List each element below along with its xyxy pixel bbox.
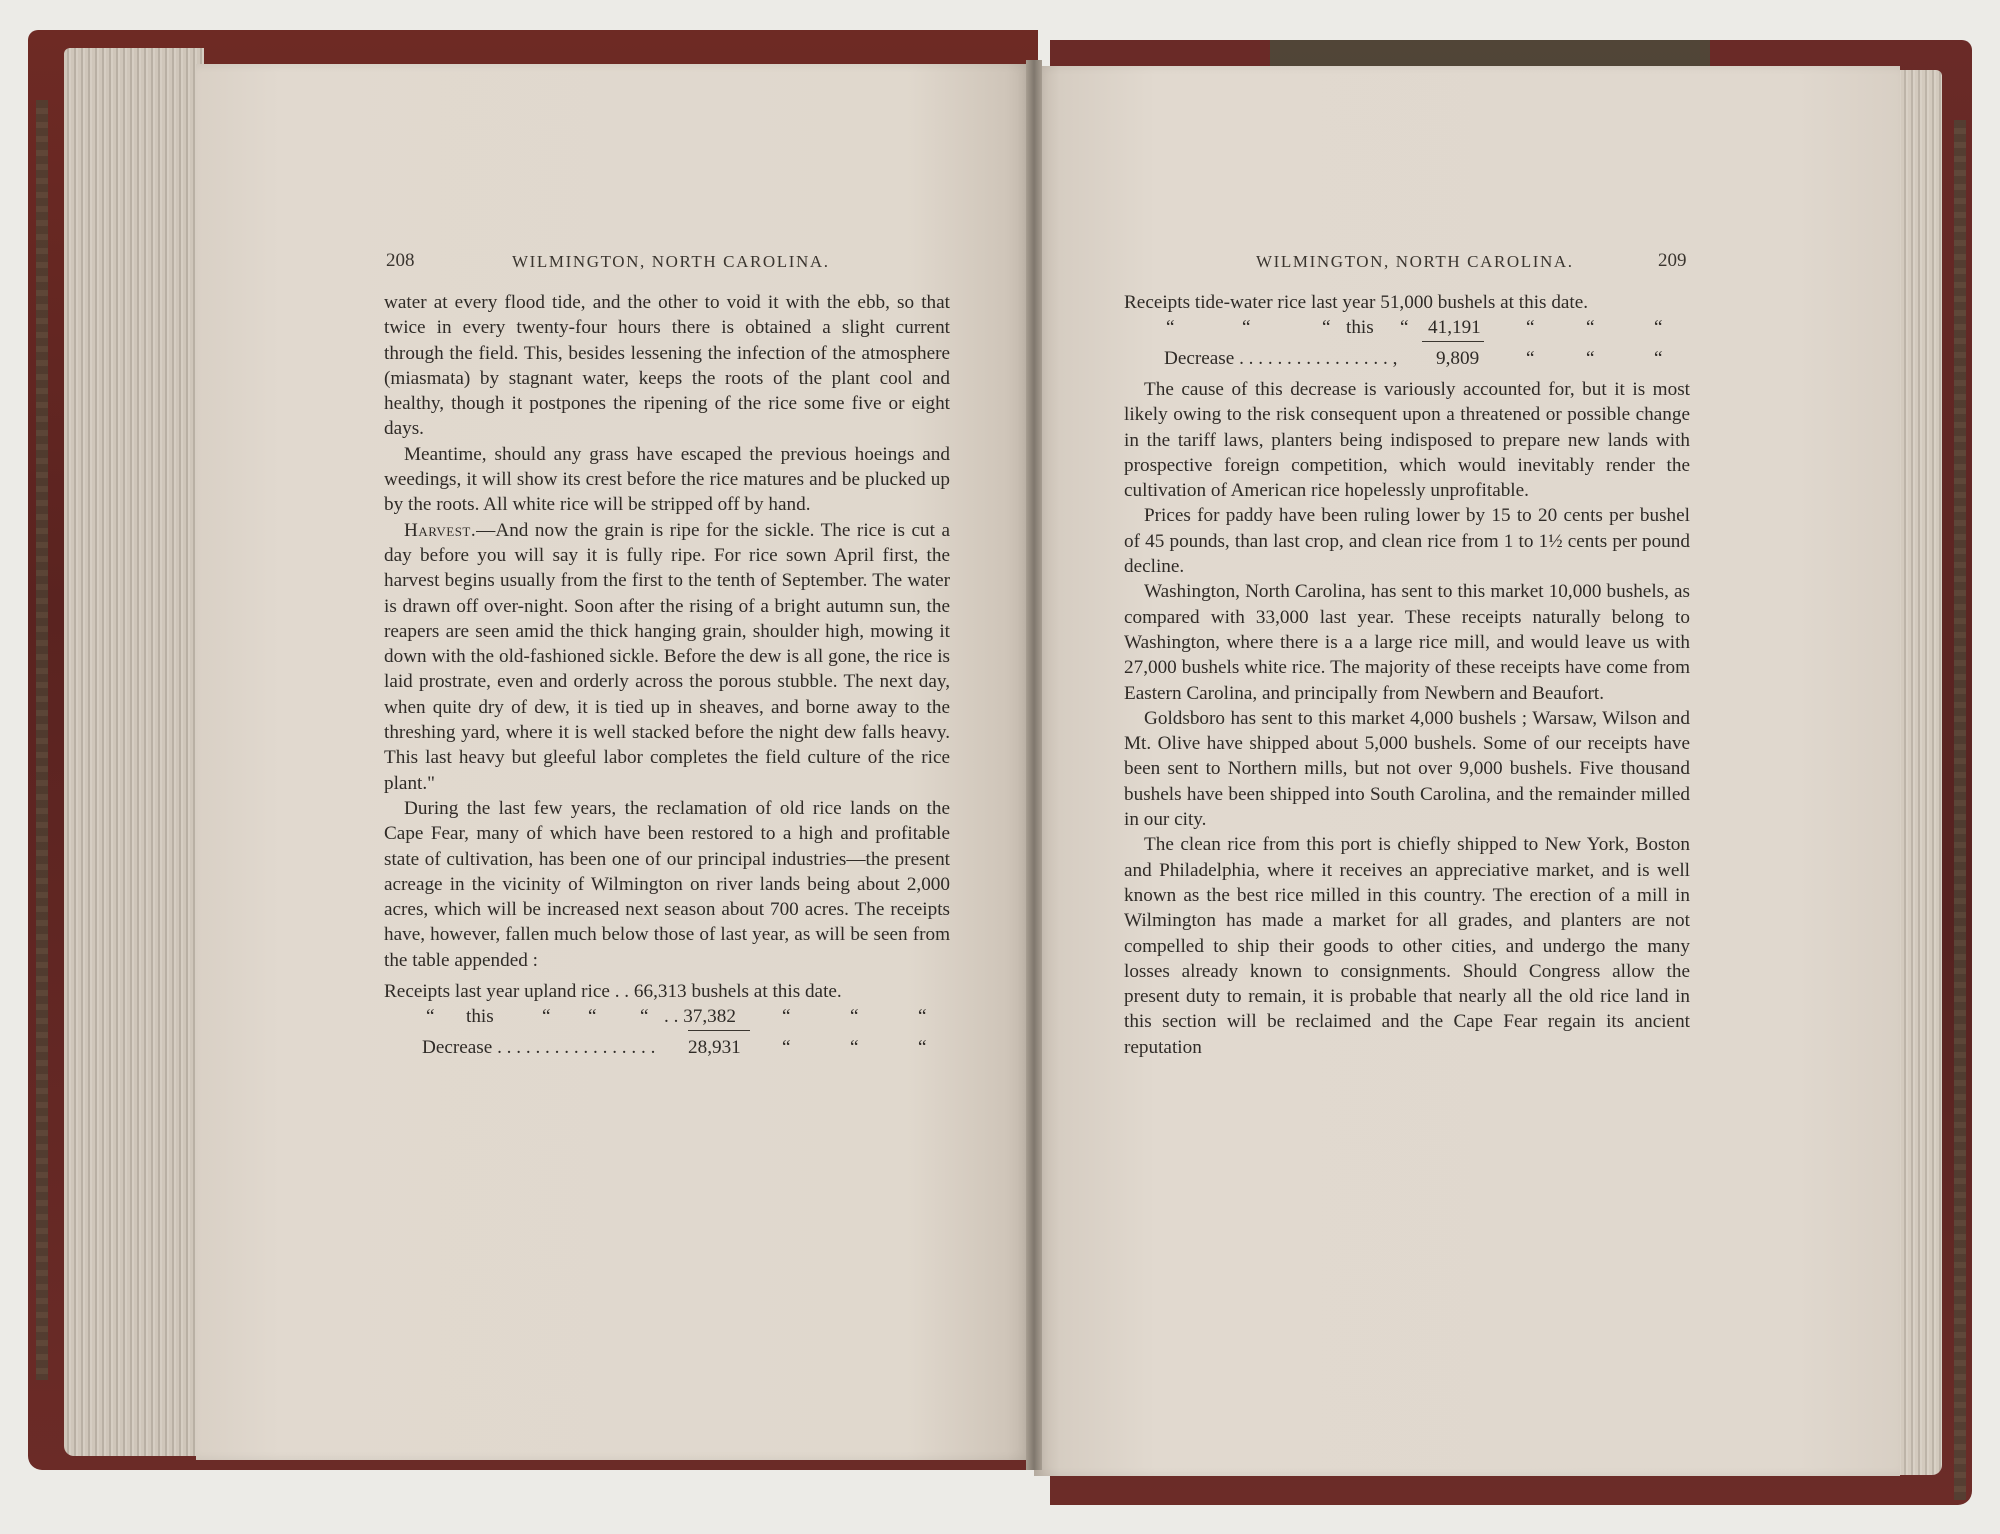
ditto-mark: “	[1242, 317, 1251, 338]
left-paragraph: Meantime, should any grass have escaped the previous hoeings and weedings, it will show its crest before the rice matures and be plucked up by the roots. All white rice will be stripped off by hand.	[384, 443, 950, 516]
receipts-last-year: Receipts tide-water rice last year 51,000 bushels at this date.	[1124, 292, 1589, 313]
right-paragraph: Washington, North Carolina, has sent to this market 10,000 bushels, as compared with 33,000 last year. These receipts naturally belong to Washington, where there is a a large rice mill, and would leave us with 27,000 bushels white rice. The majority of these receipts have come from Eastern Carolina, and principally from Newbern and Beaufort.	[1124, 581, 1690, 704]
left-running-title: WILMINGTON, NORTH CAROLINA.	[512, 252, 830, 271]
ditto-mark: “	[426, 1006, 435, 1028]
ditto-mark: “	[1400, 317, 1409, 338]
right-paragraph: The cause of this decrease is variously accounted for, but it is most likely owing to the risk consequent upon a threatened or possible change in the tariff laws, planters being indisposed to prepare new lands with prospective foreign competition, which would inevitably render the cultivation of American rice hopelessly unprofitable.	[1124, 379, 1690, 502]
ditto-mark: “	[1586, 317, 1595, 338]
decrease-value: 9,809	[1436, 348, 1480, 369]
decrease-label: Decrease . . . . . . . . . . . . . . . . .	[422, 1037, 656, 1059]
ditto-mark: “	[850, 1006, 859, 1028]
ditto-mark: “	[640, 1006, 649, 1028]
ditto-mark: “	[1586, 348, 1595, 369]
ditto-mark: “	[850, 1037, 859, 1059]
decrease-value: 28,931	[688, 1037, 741, 1059]
left-page-number: 208	[386, 250, 415, 271]
receipts-this-label: this	[1346, 317, 1374, 338]
table-row	[1124, 315, 1690, 340]
ditto-mark: “	[1526, 317, 1535, 338]
ditto-mark: “	[588, 1006, 597, 1028]
left-paragraph: During the last few years, the reclamation of old rice lands on the Cape Fear, many of which have been restored to a high and profitable state of cultivation, has been one of our principal industries—the present acreage in the vicinity of Wilmington on river lands being about 2,000 acres, which will be increased next season about 700 acres. The receipts have, however, fallen much below those of last year, as will be seen from the table appended :	[384, 797, 950, 971]
ditto-mark: “	[782, 1006, 791, 1028]
right-running-title: WILMINGTON, NORTH CAROLINA.	[1256, 252, 1574, 271]
ditto-mark: “	[542, 1006, 551, 1028]
ditto-mark: “	[1526, 348, 1535, 369]
table-row	[1124, 290, 1690, 315]
ditto-mark: “	[1166, 317, 1175, 338]
harvest-paragraph	[384, 518, 950, 796]
harvest-heading: Harvest.	[404, 519, 477, 541]
harvest-text: —And now the grain is ripe for the sickle. The rice is cut a day before you will say it is fully ripe. For rice sown April first, the harvest begins usually from the first to the tenth of September. The water is drawn off over-night. Soon after the rising of a bright autumn sun, the reapers are seen amid the thick hanging grain, shoulder high, mowing it down with the old-fashioned sickle. Before the dew is all gone, the rice is laid prostrate, even and orderly across the porous stubble. The next day, when quite dry of dew, it is tied up in sheaves, and borne away to the threshing yard, where it is well stacked before the night dew falls heavy. This last heavy but gleeful labor completes the field culture of the rice plant."	[384, 519, 950, 794]
left-page-edges	[64, 48, 204, 1456]
left-paragraph: water at every flood tide, and the other to void it with the ebb, so that twice in every twenty-four hours there is obtained a slight current through the field. This, besides lessening the infection of the atmosphere (miasmata) by stagnant water, keeps the roots of the plant cool and healthy, though it postpones the ripening of the rice some five or eight days.	[384, 292, 950, 440]
sum-rule	[688, 1030, 750, 1031]
table-row	[384, 1004, 950, 1029]
right-text-column	[1124, 290, 1690, 1060]
ditto-mark: “	[918, 1006, 927, 1028]
sum-rule	[1422, 341, 1484, 342]
right-page-number: 209	[1658, 250, 1687, 271]
left-text-column	[384, 290, 950, 1062]
right-paragraph: Prices for paddy have been ruling lower by 15 to 20 cents per bushel of 45 pounds, than last crop, and clean rice from 1 to 1½ cents per pound decline.	[1124, 505, 1690, 578]
right-running-head	[1256, 250, 1696, 276]
right-paragraph: The clean rice from this port is chiefly shipped to New York, Boston and Philadelphia, where it receives an appreciative market, and is well known as the best rice milled in this country. The erection of a mill in Wilmington has made a market for all grades, and planters are not compelled to ship their goods to other cities, and undergo the many losses already known to consignments. Should Congress allow the present duty to remain, it is probable that nearly all the old rice land in this section will be reclaimed and the Cape Fear regain its ancient reputation	[1124, 834, 1690, 1058]
tide-water-rice-receipts-table	[1124, 290, 1690, 371]
ditto-mark: “	[1654, 317, 1663, 338]
decrease-label: Decrease . . . . . . . . . . . . . . . . ,	[1164, 348, 1398, 369]
ditto-mark: “	[1654, 348, 1663, 369]
receipts-this-label: this	[466, 1006, 494, 1028]
receipts-last-year: Receipts last year upland rice . . 66,313 bushels at this date.	[384, 981, 842, 1003]
ditto-mark: “	[918, 1037, 927, 1059]
left-running-head	[386, 250, 946, 276]
table-row	[384, 1035, 950, 1060]
table-row	[1124, 346, 1690, 371]
upland-rice-receipts-table	[384, 979, 950, 1060]
ditto-mark: “	[782, 1037, 791, 1059]
receipts-this-year-value: 41,191	[1428, 317, 1481, 338]
table-row	[384, 979, 950, 1004]
book-gutter	[1026, 60, 1042, 1470]
right-paragraph: Goldsboro has sent to this market 4,000 bushels ; Warsaw, Wilson and Mt. Olive have shipped about 5,000 bushels. Some of our receipts have been sent to Northern mills, but not over 9,000 bushels. Five thousand bushels have been shipped into South Carolina, and the remainder milled in our city.	[1124, 707, 1690, 831]
ditto-mark: “	[1322, 317, 1331, 338]
receipts-this-year-value: . . 37,382	[664, 1006, 736, 1028]
